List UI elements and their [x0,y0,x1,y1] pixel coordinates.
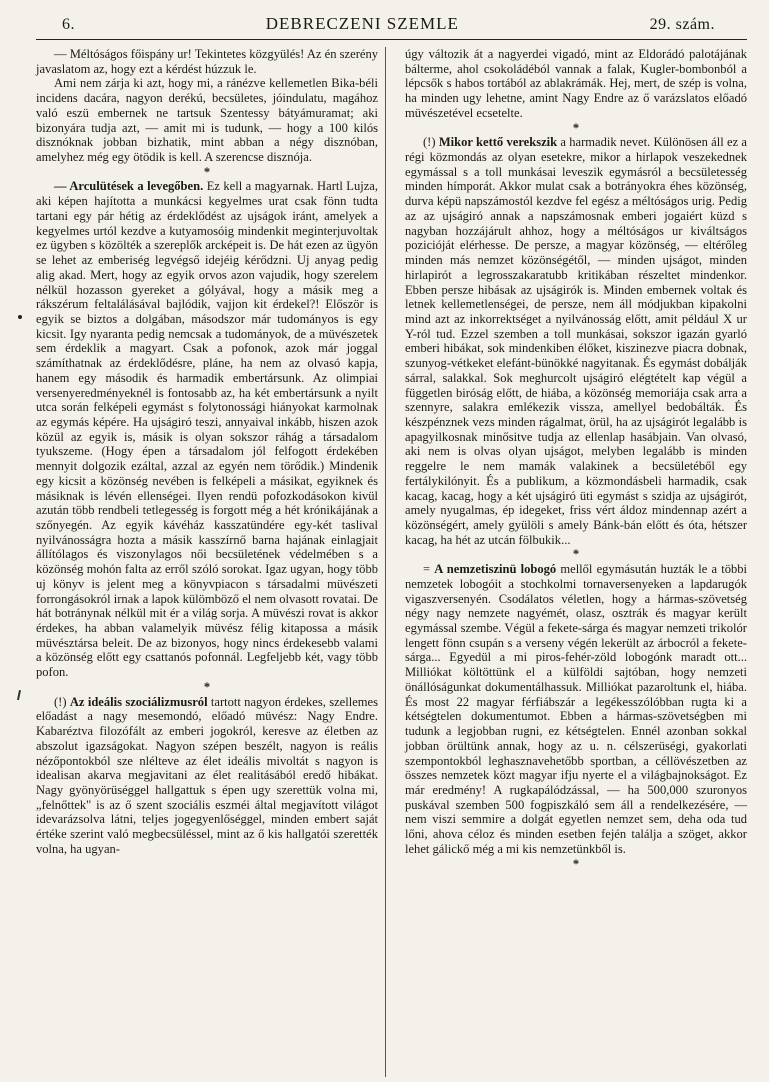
section-heading: Az ideális szociálizmusról [69,694,208,709]
paragraph-body: tartott nagyon érdekes, szellemes előadást a nagy mesemondó, előadó müvész: Nagy Endre. Kabaréztva filozófált az emberi jogokról, keresve az életben az abszolut igazságokat. Nagyon szépen beszélt, nagyon is reális nézőpontokból sze nlélteve az élet ideális mivoltát s nagyon is idealisan akarva megjavitani az élet realitásából eredő hibákat. Nagy gyönyörüséggel hallgattuk s épen ugy szerettük volna mi, „felnőttek" is az ő szent szociális eszméi által megjavított világot idevarázsolva látni, teljes jogegyenlőséggel, minden embert saját értéke szerint való megbecsüléssel, mint az ő kis hallgatói szerették volna, ha ugyan- [36,694,379,856]
section-separator: * [572,120,580,135]
margin-tick [17,690,21,700]
paragraph [405,135,747,547]
section-separator: * [203,679,211,694]
paragraph: úgy változik át a nagyerdei vigadó, mint az Eldorádó palotájának bálterme, ahol csokoládéból vannak a falak, Kugler-bombonból a lépcsők s habos tortából az ablakrámák. Hej, mert, de szép is volna, ha minden ugy lehetne, amint Nagy Endre az ő varázslatos előadó müvészetével ecsetelte. [405,47,747,120]
left-column [36,47,378,871]
article-columns [36,47,747,871]
section-heading: — Arculütések a levegőben. [54,179,204,194]
right-column [405,47,747,871]
paragraph: — Méltóságos főispány ur! Tekintetes közgyülés! Az én szerény javaslatom az, hogy ezt a kérdést húzzuk le. [36,47,378,76]
section-heading: A nemzetiszinü lobogó [434,562,557,577]
section-separator: * [203,164,211,179]
paragraph: Ami nem zárja ki azt, hogy mi, a ránézve kellemetlen Bika-béli incidens dacára, nagyon derékú, becsületes, jóindulatu, magához való eszü embernek ne tartsuk Szentessy bátyámuramat; aki bizonyára tudja azt, — amit mi is tudunk, — hogy a 100 kilós disznóknak jobban bizhatik, mint abban a négy disznóban, amelyhez még egy ötödik is kell. A szerencse disznója. [36,76,378,165]
section-marker: = [423,562,435,577]
paragraph-body: Ez kell a magyarnak. Hartl Lujza, aki képen hajította a munkácsi kegyelmes urat csak fönn tudta tartani egy pár hétig az érdeklődést az ujságok iránt, amelyek a kegyelmes urtól kezdve a kutyamosóig mindenkit meginterjuvoltak ez ügyben s közölték a szereplők arcképeit is. De hát ezen az ügyön se lehet az emberiség legvégső idejéig kérődzni. Uj anyag pedig alig akad. Mert, hogy az egyik orvos azon vajudik, hogy szerelem nélkül hozasson gyereket a gólyával, hogy a másik meg a rákszérum feltalálásával bajlódik, vajjon kit érdekel?! Először is egyik se biztos a dolgában, másodszor már tudományos is egy kicsit. Igy nyaranta pedig nemcsak a tudományok, de a müvészetek sem érdeklik a magyart. Csak a pofonok, azok már joggal számíthatnak az érdeklődésre, pláne, ha nem az olvasó kapja, hanem egy második és harmadik embertársunk. Az olimpiai versenyeredményeknél is fontosabb az, ha két embertársunk a nyilt utca során felképeli egymást s folytonossági hiányokat karmolnak az egymás képére. Ha ujságiró teszi, annyaival inkább, hiszen azok közül az egyik is, másik is olyan sokszor ráhág a társadalom tyukszeme. (Hogy épen a társadalom jól felfogott érdekében mennyit dolgozik ezáltal, azzal az egyén nem törődik.) Mindenik egy kicsit a közönség nevében is felképeli a másikat, egyiknek és másiknak is lévén ellenségei. Ilyen rendü pofozkodásokon kivül azután több rendbeli tetlegesség is forgott még a hét krónikájának a szőnyegén. Az egyik kávéház kasszatündére egy-két taslival nyilvánosságra hozta a másik kasszírnő barna hajának einlagjait állítólagos és viszonylagos női becsületének védelmében s a közönség mohón falta az erről szóló sorokat. Igaz ugyan, hogy több uj könyv is jelent meg a könyvpiacon s társadalmi müvészeti forrongásokról irnak a lapok külömböző el nem olvasott rovatai. De hát botránynak nélkül mit ér a világ sorja. A müvészi rovat is akkor érdekes, ha abban valamelyik müvész félig kitapossa a másik müvésztársa beleit. De az bizonyos, hogy nincs érdekesebb valami a közönség előtt egy csattanós pofonnál. Legfeljebb két, vagy több pofon. [36,179,379,680]
page-number: 6. [62,16,75,33]
paragraph [405,562,747,856]
page-header [36,0,747,40]
section-separator: * [572,547,580,562]
section-marker: (!) [54,694,70,709]
section-heading: Mikor kettő verekszik [438,135,558,150]
issue-number: 29. szám. [649,16,715,33]
margin-dot [18,315,22,319]
paragraph-body: mellől egymásután huzták le a többi nemzetek lobogóit a stochkolmi tornaversenyeken a lapdarugók vigaszversenyén. Csodálatos véletlen, hogy a hármas-szövetség négy nagy nemzete nagyémét, olasz, osztrák és magyar került egymással szembe. Végül a fekete-sárga és magyar nemzeti trikolór lengett fönn csupán s a verseny végén lekerült az árbocról a fekete-sárga... Egyedül a mi piros-fehér-zöld lobogónk maradt ott... Milliókat költöttünk el a külföldi sajtóban, hogy nemzeti önállóságunkat dokumentálhassuk. Milliókat pazaroltunk el, hiába. És most 22 magyar férfiábszár a legékesszólóbban rugta ki a kétségtelen dokumentumot. Ebben a hármas-szövetségben mi tudunk a legjobban rugni, ez kétségtelen. Ennél azonban sokkal jobban örültünk annak, hogy az u. n. célszerüségi, gyakorlati szempontokból leghasznavehetőbb sportban, a céllövészetben az összes nemzetek közt magyar ifju nyerte el a világbajnokságot. Ez már eredmény! A rugkapálódzással, — ha 500,000 szuronyos puskával szemben 500 fogpiszkáló sem áll a rendelkezésére, — nem viszi semmire a dolgát egyetlen nemzet sem, deha oda tud lőni, ahova céloz és minden esetben fején találja a szöget, akkor lehet gálickő még a mi kis nemzetünkből is. [405,562,748,856]
section-separator: * [572,856,580,871]
paragraph-body: a harmadik nevet. Különösen áll ez a régi közmondás az olyan esetekre, mikor a hirlapok veszekednek egymással s a toll munkásai leveszik egymásról a becsületesség minden hímporát. Akkor mulat csak a botrányokra éhes közönség, durva képü napszámostól kezdve fel egész a méltóságos urig. Pedig az az ujságiró annak a napszámosnak emberi jogaiért küzd s nagyban hozzájárult ahhoz, hogy a méltóságos ur kiváltságos pozicióját elérhesse. De persze, a magyar közönség, — eltérőleg minden más nemzet közönségétől, — minden ujságot, minden hirlapirót a legrosszakaratubb kritikában részeltet mindenkor. Ebben persze hibásak az ujságirók is. Minden embernek voltak és letnek kellemetlenségei, de persze, nem áll módjukban kipakolni mind azt az inkorrektséget a nyilvánosság előtt, amit például X ur Y-ról tud. Ezzel szemben a toll munkásai, sokszor igazán gyarló emberi hibákat, sok mindenkiben élőket, kiszinezve piacra dobnak, szunyog-vétkeket elefánt-bünökké nagyitanak. És egymást dobálják sárral, salakkal. Sok meghurcolt ujságiró elégtételt kap végül a független biróság előtt, de hiába, a közönség memoriája csak arra a szennyre, salakra emlékezik vissza, amellyel bedobálták. És készpénznek vezs minden rágalmat, örül, ha az ujságirót legalább is apagyilkosnak minősitve tudja az ellenlap hasábjain. Van olvasó, aki nem is olvas olyan ujságot, melyben legalább is minden reggelre le nem mamák valakinek a becsületéből egy fertálykilónyit. És a publikum, a közmondásbeli harmadik, csak kacag, kacag, hogy a két ujságiró üti egymást s szidja az ujságirót, amely nyugalmas, ép idegeket, friss vért áldoz mindennap azért a közönségért, amely gyülöli s amely Bánk-bán előtt és óta, hétszer kacag, ha hét az utcán fölbukik... [405,135,747,547]
paragraph [36,695,378,857]
column-divider [385,47,386,1077]
journal-title: DEBRECZENI SZEMLE [265,14,459,33]
paragraph [36,179,378,679]
section-marker: (!) [423,135,439,150]
